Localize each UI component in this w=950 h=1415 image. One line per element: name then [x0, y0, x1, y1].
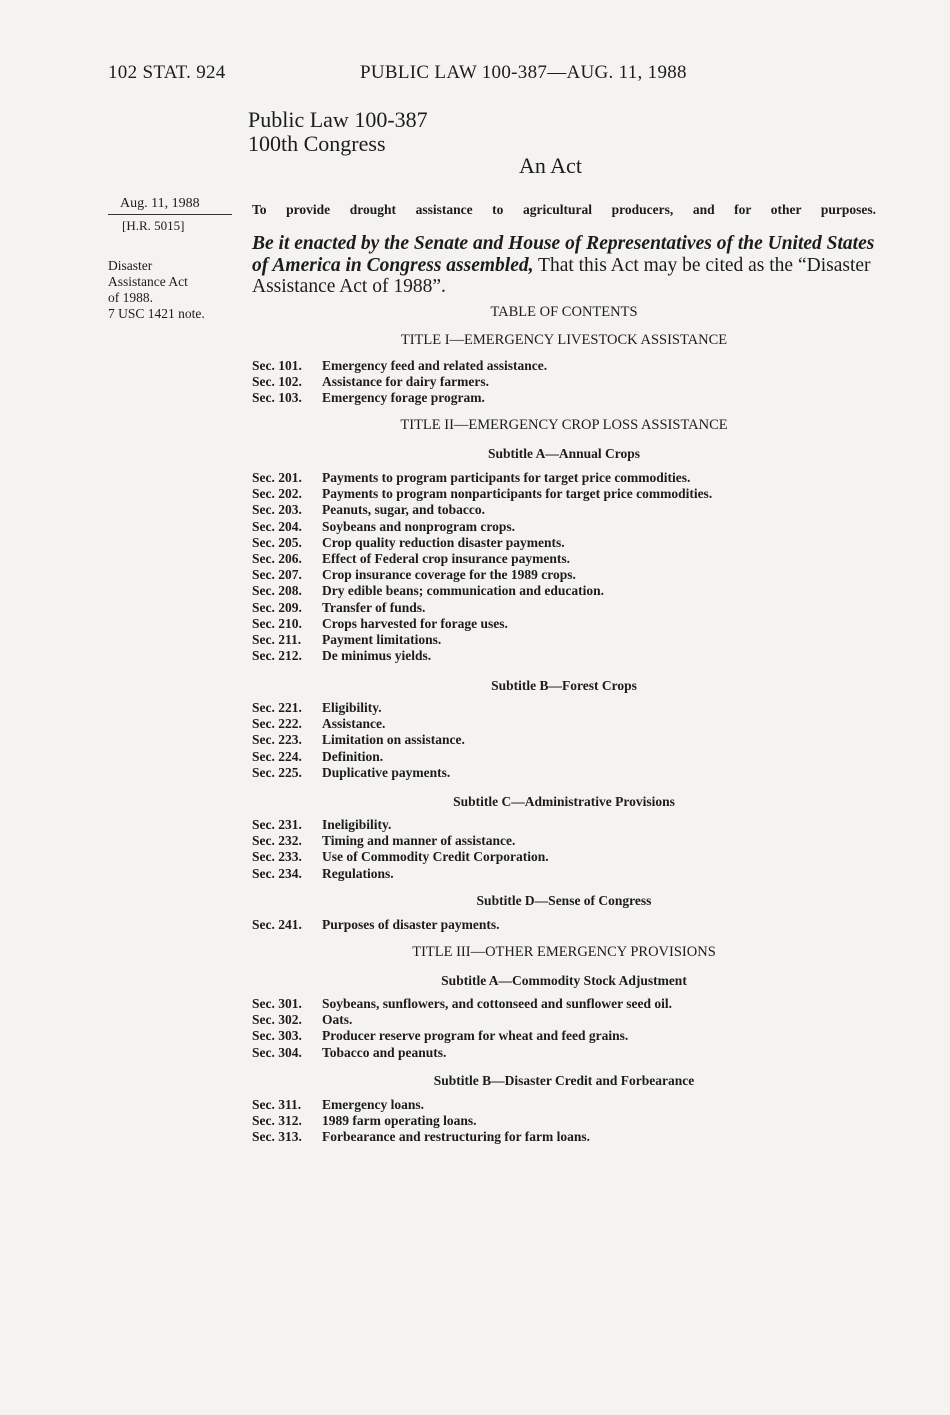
- toc-section-entry: [252, 567, 712, 583]
- section-title: Timing and manner of assistance.: [322, 833, 516, 849]
- section-title: Eligibility.: [322, 700, 382, 715]
- section-number: Sec. 222.: [252, 716, 302, 732]
- section-number: Sec. 211.: [252, 632, 302, 648]
- section-number: Sec. 210.: [252, 615, 302, 631]
- margin-note-line: Assistance Act: [108, 274, 188, 289]
- section-title: Dry edible beans; communication and education.: [322, 583, 605, 599]
- margin-date: Aug. 11, 1988: [120, 196, 200, 211]
- section-title: Emergency feed and related assistance.: [322, 358, 548, 373]
- toc-subtitle: Subtitle C—Administrative Provisions: [453, 794, 675, 809]
- toc-title-2: TITLE II—EMERGENCY CROP LOSS ASSISTANCE: [400, 417, 728, 433]
- toc-section-entry: [252, 1028, 672, 1044]
- section-title: 1989 farm operating loans.: [322, 1113, 477, 1129]
- section-title: Emergency forage program.: [322, 390, 485, 406]
- purpose-clause: To provide drought assistance to agricultural producers, and for other purposes.: [252, 202, 876, 217]
- enacting-clause-italic: Be it enacted by the Senate and House of Representatives of the United States of America in Congress assembled,: [252, 233, 875, 276]
- section-title: Use of Commodity Credit Corporation.: [322, 849, 549, 865]
- enacting-clause-text: That this Act may be cited as the “Disaster Assistance Act of 1988”.: [252, 254, 871, 297]
- toc-section-entry: [252, 632, 712, 648]
- section-title: Oats.: [322, 1012, 353, 1028]
- toc-title-1: TITLE I—EMERGENCY LIVESTOCK ASSISTANCE: [400, 332, 728, 348]
- toc-section-entry: [252, 716, 465, 732]
- toc-section-list: [252, 470, 712, 664]
- toc-section-entry: [252, 996, 672, 1012]
- section-title: Payment limitations.: [322, 632, 442, 648]
- toc-section-entry: [252, 502, 712, 518]
- section-title: Forbearance and restructuring for farm loans.: [322, 1129, 590, 1145]
- section-number: Sec. 202.: [252, 486, 302, 502]
- section-title: Payments to program participants for target price commodities.: [322, 470, 691, 485]
- section-number: Sec. 231.: [252, 817, 302, 832]
- section-title: Producer reserve program for wheat and feed grains.: [322, 1028, 629, 1044]
- toc-section-entry: [252, 1045, 672, 1061]
- toc-section-entry: [252, 866, 549, 882]
- section-number: Sec. 204.: [252, 518, 302, 534]
- toc-section-entry: [252, 1097, 590, 1113]
- section-title: Ineligibility.: [322, 817, 392, 832]
- margin-note-line: of 1988.: [108, 290, 153, 305]
- toc-subtitle: Subtitle A—Commodity Stock Adjustment: [441, 973, 687, 988]
- section-number: Sec. 232.: [252, 833, 302, 849]
- section-number: Sec. 206.: [252, 551, 302, 567]
- section-title: Limitation on assistance.: [322, 732, 465, 748]
- congress-number: 100th Congress: [248, 131, 386, 156]
- section-title: Duplicative payments.: [322, 764, 451, 780]
- toc-section-entry: [252, 600, 712, 616]
- toc-title-3: TITLE III—OTHER EMERGENCY PROVISIONS: [412, 944, 716, 960]
- section-title: Regulations.: [322, 865, 394, 881]
- toc-section-list: [252, 917, 500, 933]
- toc-section-entry: [252, 917, 500, 933]
- toc-section-entry: [252, 358, 547, 374]
- public-law-number: Public Law 100-387: [248, 107, 428, 132]
- toc-subtitle: Subtitle B—Disaster Credit and Forbearance: [433, 1073, 695, 1088]
- section-title: Assistance for dairy farmers.: [322, 374, 489, 390]
- toc-section-entry: [252, 374, 547, 390]
- toc-section-entry: [252, 486, 712, 502]
- section-title: Crop quality reduction disaster payments.: [322, 534, 565, 550]
- section-number: Sec. 304.: [252, 1044, 302, 1060]
- toc-section-entry: [252, 648, 712, 664]
- section-title: Effect of Federal crop insurance payments.: [322, 551, 570, 567]
- section-title: De minimus yields.: [322, 648, 432, 664]
- toc-section-entry: [252, 833, 549, 849]
- section-number: Sec. 312.: [252, 1113, 302, 1129]
- section-title: Emergency loans.: [322, 1097, 424, 1112]
- section-title: Purposes of disaster payments.: [322, 917, 500, 932]
- section-number: Sec. 208.: [252, 583, 302, 599]
- section-title: Soybeans, sunflowers, and cottonseed and sunflower seed oil.: [322, 996, 673, 1011]
- toc-section-entry: [252, 535, 712, 551]
- toc-section-entry: [252, 583, 712, 599]
- section-number: Sec. 302.: [252, 1012, 302, 1028]
- toc-section-entry: [252, 616, 712, 632]
- section-title: Definition.: [322, 748, 384, 764]
- toc-heading: TABLE OF CONTENTS: [490, 304, 638, 320]
- section-title: Tobacco and peanuts.: [322, 1044, 447, 1060]
- toc-section-list: [252, 700, 465, 781]
- toc-section-list: [252, 817, 549, 882]
- toc-section-list: [252, 1097, 590, 1146]
- section-number: Sec. 205.: [252, 534, 302, 550]
- section-number: Sec. 103.: [252, 390, 302, 406]
- toc-section-entry: [252, 849, 549, 865]
- section-title: Peanuts, sugar, and tobacco.: [322, 502, 486, 518]
- an-act-heading: An Act: [519, 153, 582, 178]
- toc-section-entry: [252, 551, 712, 567]
- section-number: Sec. 221.: [252, 700, 302, 715]
- section-number: Sec. 201.: [252, 470, 302, 485]
- section-number: Sec. 313.: [252, 1129, 302, 1145]
- toc-section-list: [252, 996, 672, 1061]
- section-number: Sec. 234.: [252, 865, 302, 881]
- toc-section-entry: [252, 519, 712, 535]
- margin-note: [108, 258, 238, 322]
- toc-section-entry: [252, 1113, 590, 1129]
- section-title: Crop insurance coverage for the 1989 crops.: [322, 567, 576, 583]
- margin-note-line: 7 USC 1421 note.: [108, 306, 205, 321]
- enacting-clause: [252, 233, 876, 298]
- section-number: Sec. 207.: [252, 567, 302, 583]
- toc-subtitle: Subtitle A—Annual Crops: [487, 446, 641, 461]
- section-number: Sec. 301.: [252, 996, 302, 1011]
- section-number: Sec. 303.: [252, 1028, 302, 1044]
- section-number: Sec. 209.: [252, 599, 302, 615]
- margin-divider: [108, 214, 232, 215]
- section-number: Sec. 102.: [252, 374, 302, 390]
- toc-section-entry: [252, 700, 465, 716]
- section-number: Sec. 203.: [252, 502, 302, 518]
- section-title: Transfer of funds.: [322, 599, 426, 615]
- toc-subtitle: Subtitle D—Sense of Congress: [476, 893, 652, 908]
- section-number: Sec. 233.: [252, 849, 302, 865]
- toc-section-list: [252, 358, 547, 407]
- toc-subtitle: Subtitle B—Forest Crops: [491, 678, 637, 693]
- section-number: Sec. 241.: [252, 917, 302, 932]
- toc-section-entry: [252, 470, 712, 486]
- toc-section-entry: [252, 817, 549, 833]
- section-number: Sec. 101.: [252, 358, 302, 373]
- section-title: Payments to program nonparticipants for target price commodities.: [322, 486, 713, 502]
- section-number: Sec. 212.: [252, 648, 302, 664]
- section-number: Sec. 224.: [252, 748, 302, 764]
- section-title: Soybeans and nonprogram crops.: [322, 518, 516, 534]
- section-number: Sec. 223.: [252, 732, 302, 748]
- section-title: Assistance.: [322, 716, 386, 732]
- toc-section-entry: [252, 390, 547, 406]
- toc-section-entry: [252, 1129, 590, 1145]
- margin-note-line: Disaster: [108, 258, 153, 273]
- running-header: PUBLIC LAW 100-387—AUG. 11, 1988: [360, 62, 687, 83]
- section-number: Sec. 225.: [252, 764, 302, 780]
- stat-page-number: 102 STAT. 924: [108, 62, 226, 83]
- margin-bill-number: [H.R. 5015]: [122, 218, 185, 233]
- toc-section-entry: [252, 749, 465, 765]
- section-title: Crops harvested for forage uses.: [322, 615, 508, 631]
- toc-section-entry: [252, 1012, 672, 1028]
- toc-section-entry: [252, 765, 465, 781]
- toc-section-entry: [252, 732, 465, 748]
- section-number: Sec. 311.: [252, 1097, 302, 1112]
